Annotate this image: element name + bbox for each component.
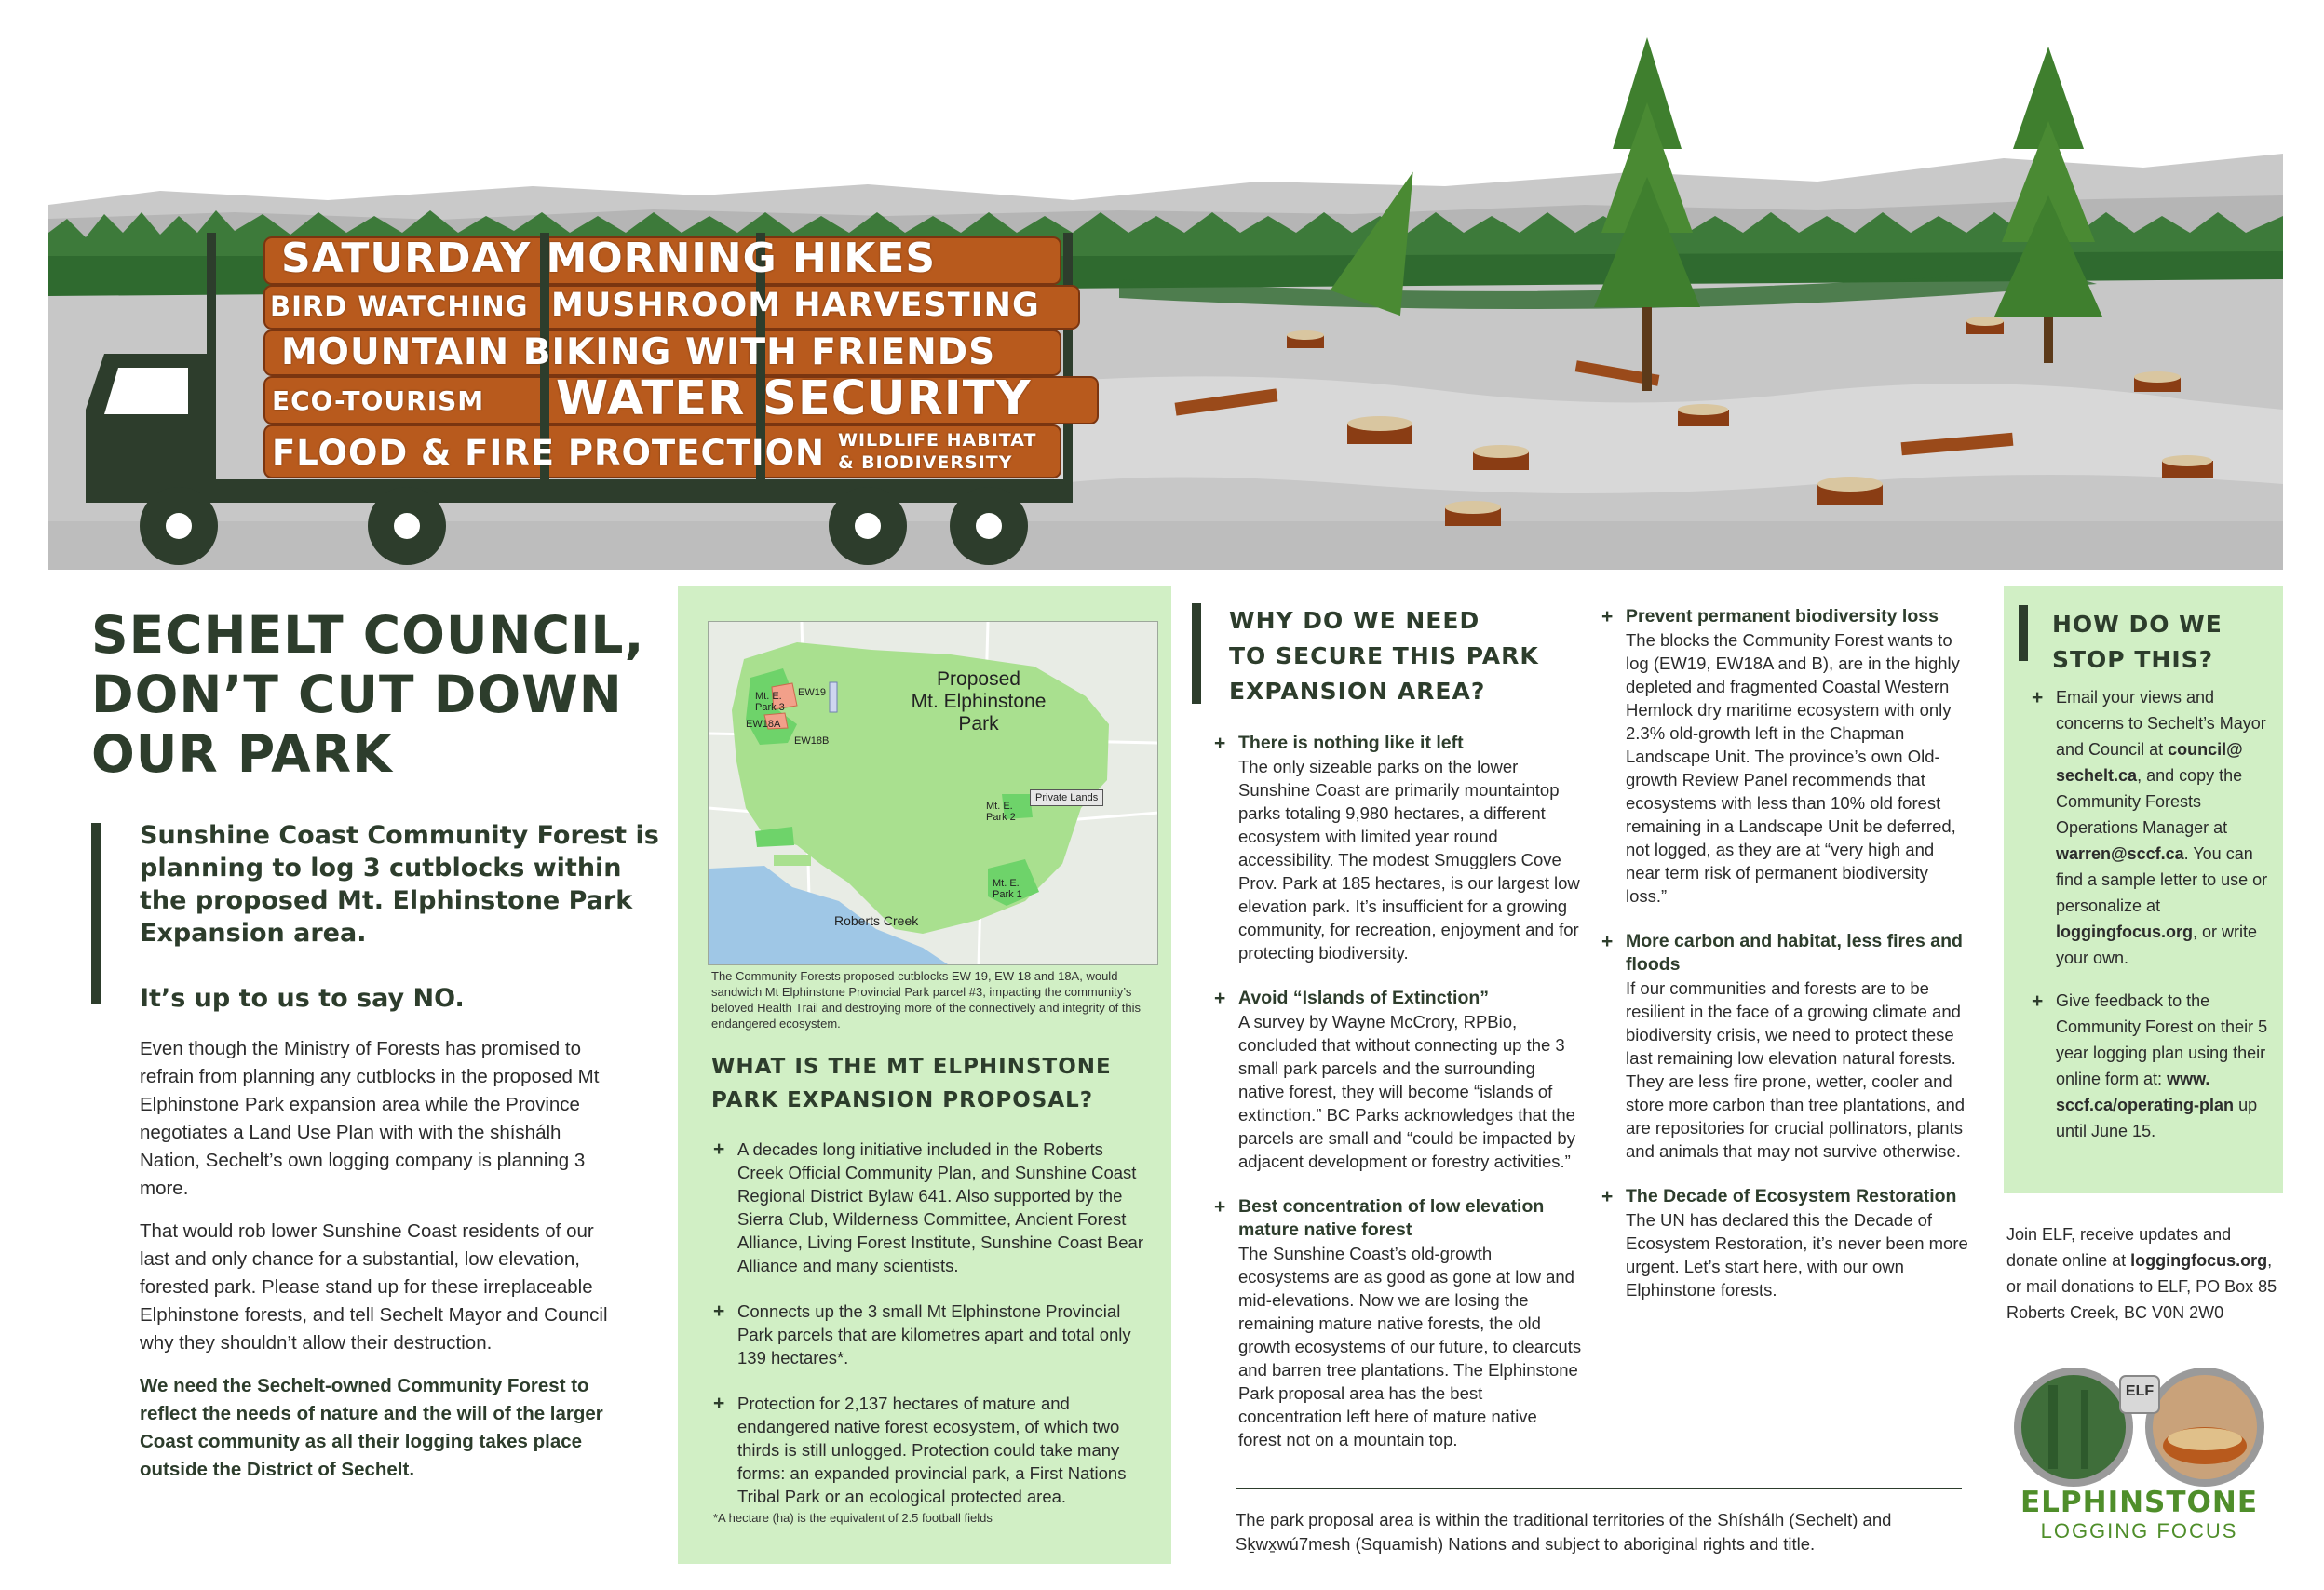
logo-text-logging-focus: LOGGING FOCUS xyxy=(2040,1519,2238,1543)
email-instructions: Email your views and concerns to Sechelt’s Mayor and Council at council@ sechelt.ca, and copy the Community Forests Operations Manager at warren@sccf.ca. You can find a sample letter to use or personalize at loggingfocus.org, or write your own. xyxy=(2056,688,2268,967)
intro-paragraph-2: That would rob lower Sunshine Coast residents of our last and only chance for a substantial, low elevation, forested park. Please stand up for these irreplaceable Elphinstone forests, and tell Sechelt Mayor and Council why they shouldn’t allow their destruction. xyxy=(140,1220,608,1354)
log-label-wildlife: WILDLIFE HABITAT xyxy=(838,430,1037,451)
map-label-private-lands: Private Lands xyxy=(1030,789,1103,806)
lead-accent-bar xyxy=(91,823,101,1004)
plus-icon: + xyxy=(1214,988,1226,1009)
why-heading: WHY DO WE NEED TO SECURE THIS PARK EXPANSION AREA? xyxy=(1229,607,1539,705)
lead-block xyxy=(140,819,661,1015)
list-item: + Prevent permanent biodiversity loss The blocks the Community Forest wants to log (EW19, EW18A and B), are in the highly depleted and fragmented Coastal Western Hemlock dry maritime ecosystem with only 2.3% old-growth left in the Chapman Landscape Unit. The province’s own Old-growth Review Panel recommends that ecosystems with less than 10% old forest remaining in a Landscape Unit be deferred, not logged, as they are at “very high and near term risk of permanent biodiversity loss.” xyxy=(1601,606,1960,906)
log-label-mushrooms: MUSHROOM HARVESTING xyxy=(551,287,1040,324)
plus-icon: + xyxy=(1601,931,1614,952)
plus-icon: + xyxy=(2032,687,2044,708)
log-label-biodiversity: & BIODIVERSITY xyxy=(838,452,1013,473)
map-label-park2: Mt. E. Park 2 xyxy=(986,801,1016,823)
why-accent-bar xyxy=(1192,603,1201,704)
loggingfocus-link[interactable]: loggingfocus.org xyxy=(2056,923,2193,941)
list-item: + There is nothing like it left The only sizeable parks on the lower Sunshine Coast are primarily mountaintop parks totaling 9,980 hectares, a different ecosystem with limited year round accessibility. The modest Smugglers Cove Prov. Park at 185 hectares, is our largest low elevation park. It’s insufficient for a growing community, for recreation, enjoyment and for protecting biodiversity. xyxy=(1214,733,1580,963)
map-caption: The Community Forests proposed cutblocks EW 19, EW 18 and 18A, would sandwich Mt Elphinstone Provincial Park parcel #3, impacting the community’s beloved Health Trail and destroying more of the connectively and integrity of this endangered ecosystem. xyxy=(711,969,1142,1031)
map-title: Proposed Mt. Elphinstone Park xyxy=(911,668,1047,734)
list-item xyxy=(2030,684,2274,971)
action-accent-bar xyxy=(2019,605,2028,661)
header-illustration xyxy=(48,0,2283,570)
list-item xyxy=(2030,988,2274,1144)
donate-link[interactable]: loggingfocus.org xyxy=(2130,1251,2268,1270)
log-label-ecotourism: ECO-TOURISM xyxy=(272,385,485,416)
logo-text-elphinstone: ELPHINSTONE xyxy=(2020,1486,2259,1519)
map-label-ew19: EW19 xyxy=(798,687,826,698)
territory-note: The park proposal area is within the traditional territories of the Shíshálh (Sechelt) and Sḵwx̱wú7mesh (Squamish) Nations and subject to aboriginal rights and title. xyxy=(1236,1510,1892,1554)
list-item: + Avoid “Islands of Extinction” A survey by Wayne McCrory, RPBio, concluded that without connecting up the 3 small park parcels and the surrounding native forest, they will become “islands of extinction.” BC Parks acknowledges that the parcels are small and “could be impacted by adjacent development or forestry activities.” xyxy=(1214,988,1575,1171)
why-list xyxy=(1212,732,1585,1474)
plus-icon: + xyxy=(1214,1196,1226,1218)
say-no-text: It’s up to us to say NO. xyxy=(140,984,465,1013)
list-item: + More carbon and habitat, less fires and floods If our communities and forests are to be resilient in the face of a growing climate and biodiversity crisis, we need to protect these last remaining low elevation natural forests. They are less fire prone, wetter, cooler and store more carbon than tree plantations, and are repositories for crucial pollinators, plants and animals that may not survive otherwise. xyxy=(1601,931,1966,1161)
intro-column xyxy=(91,605,650,784)
plus-icon: + xyxy=(713,1139,725,1160)
manager-email-link[interactable]: warren@sccf.ca xyxy=(2056,844,2184,863)
elf-logo xyxy=(2006,1367,2272,1543)
list-item: + Best concentration of low elevation mature native forest The Sunshine Coast’s old-growth ecosystems are as good as gone at low and mid-elevations. Now we are losing the remaining mature native forests, the old growth ecosystems of our future, to clearcuts and barren tree plantations. The Elphinstone Park proposal area has the best concentration left here of mature native forest not on a mountain top. xyxy=(1214,1196,1582,1449)
plus-icon: + xyxy=(1601,606,1614,627)
territory-divider xyxy=(1236,1488,1962,1489)
feedback-instructions: Give feedback to the Community Forest on their 5 year logging plan using their online form at: www. sccf.ca/operating-plan up until June 15. xyxy=(2056,991,2268,1140)
operating-plan-link[interactable]: www. sccf.ca/operating-plan xyxy=(2056,1070,2235,1114)
action-heading: HOW DO WE STOP THIS? xyxy=(2052,611,2223,673)
log-label-flood: FLOOD & FIRE PROTECTION xyxy=(272,433,826,473)
logo-badge: ELF xyxy=(2125,1383,2155,1399)
plus-icon: + xyxy=(713,1393,725,1414)
action-section xyxy=(2052,607,2271,678)
park-map xyxy=(708,621,1158,965)
plus-icon: + xyxy=(1601,1186,1614,1207)
proposal-heading: WHAT IS THE MT ELPHINSTONE PARK EXPANSION PROPOSAL? xyxy=(711,1055,1112,1112)
log-label-hikes: SATURDAY MORNING HIKES xyxy=(281,235,937,282)
list-item: + The Decade of Ecosystem Restoration The UN has declared this the Decade of Ecosystem Restoration, it’s never been more urgent. Let’s start here, with our own Elphinstone forests. xyxy=(1601,1186,1968,1300)
impact-list xyxy=(1600,605,1972,1324)
map-label-park3: Mt. E. Park 3 xyxy=(755,691,785,713)
list-item: + Protection for 2,137 hectares of mature and endangered native forest ecosystem, of which two thirds is still unlogged. Protection could take many forms: an expanded provincial park, a First Nations Tribal Park or an ecological protected area. xyxy=(713,1393,1127,1506)
log-label-biking: MOUNTAIN BIKING WITH FRIENDS xyxy=(281,331,996,373)
map-label-ew18a: EW18A xyxy=(746,719,781,730)
logging-truck-landscape-illustration xyxy=(48,0,2283,570)
log-label-water: WATER SECURITY xyxy=(556,371,1032,426)
intro-paragraph-1: Even though the Ministry of Forests has promised to refrain from planning any cutblocks in the proposed Mt Elphinstone Park expansion area while the Province negotiates a Land Use Plan with with the shíshálh Nation, Sechelt’s own logging company is planning 3 more. xyxy=(140,1038,600,1199)
council-email-link[interactable]: council@ sechelt.ca xyxy=(2056,740,2243,785)
plus-icon: + xyxy=(2032,990,2044,1012)
plus-icon: + xyxy=(713,1300,725,1322)
why-section xyxy=(1229,603,1597,709)
intro-paragraph-3: We need the Sechelt-owned Community Forest to reflect the needs of nature and the will of the larger Coast community as all their logging takes place outside the District of Sechelt. xyxy=(140,1375,603,1480)
action-list xyxy=(2030,684,2274,1166)
list-item: + A decades long initiative included in the Roberts Creek Official Community Plan, and Sunshine Coast Regional District Bylaw 641. Also supported by the Sierra Club, Wilderness Committee, Ancient Forest Alliance, Living Forest Institute, Sunshine Coast Bear Alliance and many scientists. xyxy=(713,1139,1144,1275)
proposal-section xyxy=(711,1050,1149,1530)
intro-body xyxy=(140,1035,624,1484)
log-label-birds: BIRD WATCHING xyxy=(270,290,529,322)
plus-icon: + xyxy=(1214,733,1226,754)
page-title: SECHELT COUNCIL, DON’T CUT DOWN OUR PARK xyxy=(91,605,645,784)
list-item: + Connects up the 3 small Mt Elphinstone Provincial Park parcels that are kilometres apart and total only 139 hectares*. xyxy=(713,1300,1131,1368)
lead-text: Sunshine Coast Community Forest is planning to log 3 cutblocks within the proposed Mt. Elphinstone Park Expansion area. xyxy=(140,821,659,948)
map-label-ew18b: EW18B xyxy=(794,735,830,747)
hectare-footnote: *A hectare (ha) is the equivalent of 2.5 football fields xyxy=(713,1511,993,1525)
proposal-list xyxy=(711,1138,1149,1508)
join-elf-block: Join ELF, receive updates and donate online at loggingfocus.org, or mail donations to ELF, PO Box 85 Roberts Creek, BC V0N 2W0 xyxy=(2006,1225,2277,1322)
map-label-roberts-creek: Roberts Creek xyxy=(834,913,919,928)
map-label-park1: Mt. E. Park 1 xyxy=(993,878,1022,900)
